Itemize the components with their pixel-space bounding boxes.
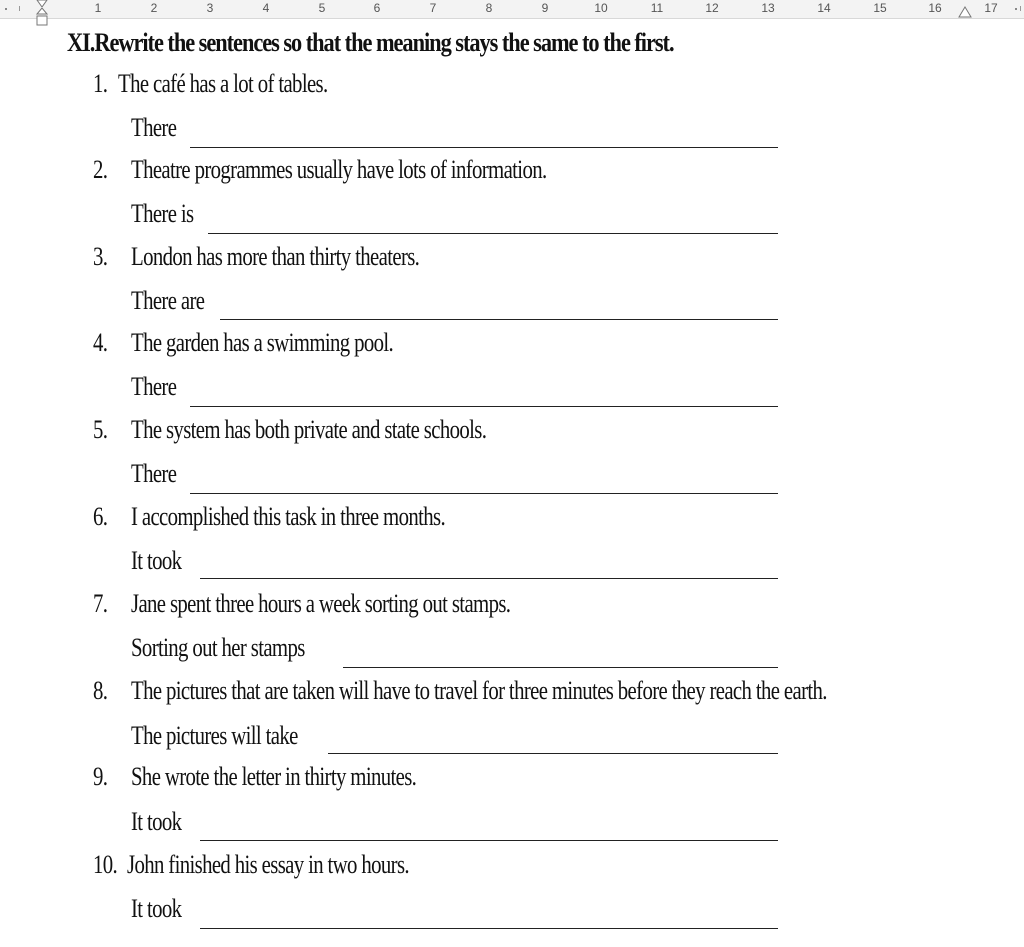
answer-blank[interactable]: [328, 753, 778, 754]
right-indent-marker-icon[interactable]: [958, 6, 972, 18]
ruler-label: 16: [928, 1, 942, 15]
item-prompt: The pictures will take: [131, 721, 298, 750]
item-prompt: It took: [131, 546, 182, 575]
item-sentence: The system has both private and state schools.: [131, 415, 487, 444]
item-prompt: There are: [131, 286, 205, 315]
ruler-label: 6: [373, 1, 381, 15]
item-number: 2.: [93, 155, 108, 184]
item-prompt: Sorting out her stamps: [131, 633, 305, 662]
item-number: 10.: [93, 850, 118, 879]
ruler-tick: [5, 8, 7, 10]
item-sentence: I accomplished this task in three months.: [131, 502, 446, 531]
ruler-label: 7: [429, 1, 437, 15]
ruler-label: 12: [705, 1, 719, 15]
item-sentence: The garden has a swimming pool.: [131, 328, 394, 357]
ruler-label: 8: [485, 1, 493, 15]
answer-blank[interactable]: [190, 493, 778, 494]
item-sentence: London has more than thirty theaters.: [131, 242, 420, 271]
ruler-label: 17: [984, 1, 998, 15]
item-number: 8.: [93, 676, 108, 705]
item-number: 3.: [93, 242, 108, 271]
left-indent-marker-icon[interactable]: [36, 8, 48, 28]
item-number: 5.: [93, 415, 108, 444]
answer-blank[interactable]: [190, 406, 778, 407]
item-prompt: There: [131, 372, 177, 401]
answer-blank[interactable]: [208, 233, 778, 234]
ruler-label: 9: [541, 1, 549, 15]
item-prompt: There is: [131, 199, 194, 228]
answer-blank[interactable]: [200, 928, 778, 929]
first-line-indent-marker-icon[interactable]: [36, 0, 48, 8]
item-prompt: It took: [131, 807, 182, 836]
item-sentence: Jane spent three hours a week sorting out stamps.: [131, 589, 511, 618]
ruler-tick: [19, 6, 20, 11]
answer-blank[interactable]: [200, 840, 778, 841]
item-prompt: It took: [131, 894, 182, 923]
exercise-heading: XI.Rewrite the sentences so that the meaning stays the same to the first.: [67, 28, 674, 57]
ruler-tick: [1015, 8, 1017, 10]
item-number: 4.: [93, 328, 108, 357]
item-prompt: There: [131, 113, 177, 142]
ruler-label: 14: [817, 1, 831, 15]
ruler-tick: [1020, 6, 1021, 11]
item-sentence: The café has a lot of tables.: [118, 69, 328, 98]
item-sentence: John finished his essay in two hours.: [127, 850, 409, 879]
answer-blank[interactable]: [200, 578, 778, 579]
ruler-label: 10: [594, 1, 608, 15]
answer-blank[interactable]: [343, 667, 778, 668]
item-number: 9.: [93, 762, 108, 791]
item-sentence: She wrote the letter in thirty minutes.: [131, 762, 417, 791]
ruler-label: 15: [873, 1, 887, 15]
item-sentence: Theatre programmes usually have lots of information.: [131, 155, 547, 184]
horizontal-ruler[interactable]: [0, 0, 1024, 19]
answer-blank[interactable]: [220, 319, 778, 320]
ruler-label: 13: [761, 1, 775, 15]
answer-blank[interactable]: [190, 147, 778, 148]
item-number: 6.: [93, 502, 108, 531]
ruler-label: 1: [94, 1, 102, 15]
item-number: 7.: [93, 589, 108, 618]
ruler-label: 5: [318, 1, 326, 15]
ruler-label: 11: [650, 1, 664, 15]
item-prompt: There: [131, 459, 177, 488]
ruler-label: 2: [150, 1, 158, 15]
ruler-label: 4: [262, 1, 270, 15]
item-sentence: The pictures that are taken will have to travel for three minutes before they reach the earth.: [131, 676, 827, 705]
ruler-label: 3: [206, 1, 214, 15]
item-number: 1.: [93, 69, 108, 98]
